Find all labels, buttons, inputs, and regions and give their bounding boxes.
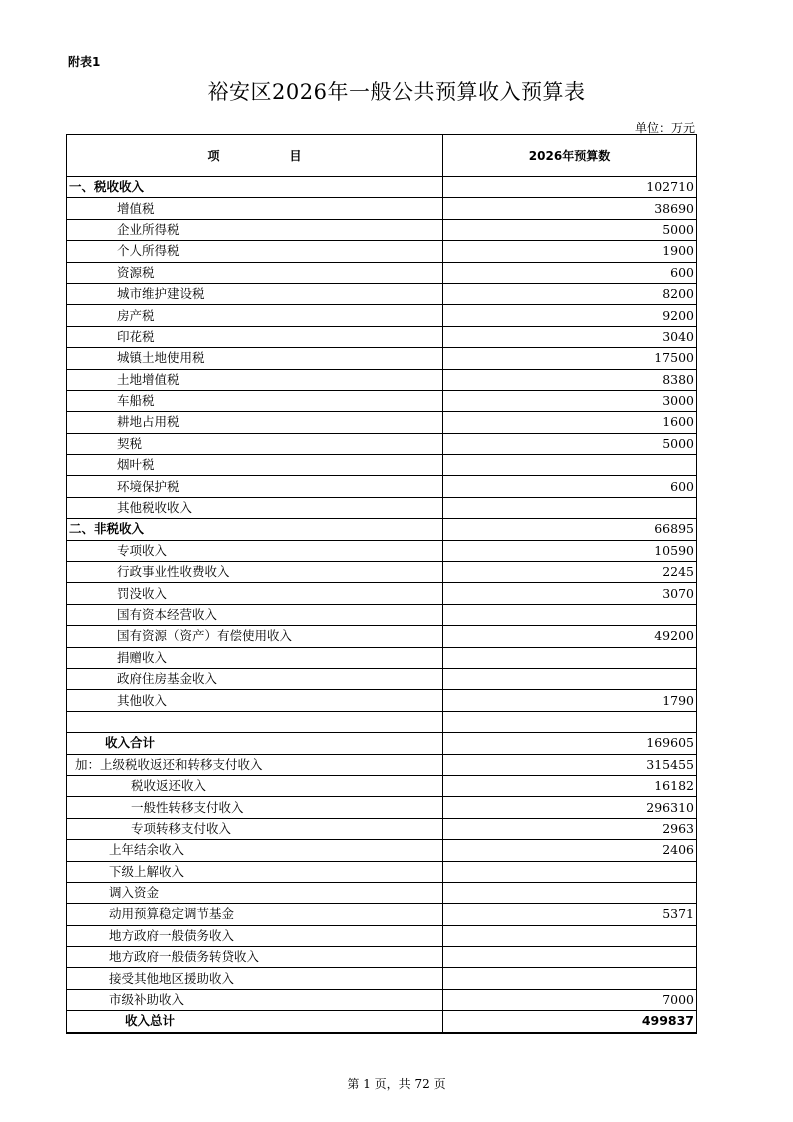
table-row (67, 882, 697, 903)
row-label: 收入总计 (67, 1011, 443, 1033)
row-label: 税收返还收入 (67, 775, 443, 796)
table-row (67, 904, 697, 925)
row-label: 房产税 (67, 305, 443, 326)
row-value: 2406 (443, 840, 697, 861)
row-value: 102710 (443, 177, 697, 198)
row-value: 600 (443, 262, 697, 283)
table-row (67, 177, 697, 198)
table-row (67, 433, 697, 454)
table-row (67, 219, 697, 240)
table-row (67, 326, 697, 347)
row-label: 政府住房基金收入 (67, 668, 443, 689)
table-row (67, 968, 697, 989)
row-value: 5000 (443, 433, 697, 454)
row-value: 2245 (443, 562, 697, 583)
page-title: 裕安区2026年一般公共预算收入预算表 (207, 80, 586, 104)
row-value: 7000 (443, 989, 697, 1010)
row-value: 600 (443, 476, 697, 497)
table-header-row (67, 135, 697, 177)
row-value: 2963 (443, 818, 697, 839)
table-row (67, 348, 697, 369)
row-value: 66895 (443, 519, 697, 540)
row-value (443, 711, 697, 732)
row-value: 1900 (443, 241, 697, 262)
row-label: 动用预算稳定调节基金 (67, 904, 443, 925)
table-row (67, 305, 697, 326)
row-value: 8200 (443, 283, 697, 304)
row-value (443, 947, 697, 968)
row-value: 296310 (443, 797, 697, 818)
row-label: 土地增值税 (67, 369, 443, 390)
row-label: 下级上解收入 (67, 861, 443, 882)
row-value: 169605 (443, 733, 697, 754)
row-label: 一般性转移支付收入 (67, 797, 443, 818)
row-value: 315455 (443, 754, 697, 775)
table-row (67, 540, 697, 561)
row-label: 环境保护税 (67, 476, 443, 497)
row-label: 专项收入 (67, 540, 443, 561)
table-row (67, 412, 697, 433)
row-label: 收入合计 (67, 733, 443, 754)
budget-table (66, 134, 697, 1034)
row-value: 16182 (443, 775, 697, 796)
row-value: 3040 (443, 326, 697, 347)
table-row (67, 711, 697, 732)
table-row (67, 925, 697, 946)
table-row (67, 283, 697, 304)
table-row (67, 262, 697, 283)
table-row (67, 690, 697, 711)
table-row (67, 241, 697, 262)
row-label: 罚没收入 (67, 583, 443, 604)
attachment-label: 附表1 (68, 55, 101, 69)
row-label: 车船税 (67, 390, 443, 411)
row-label: 调入资金 (67, 882, 443, 903)
table-row (67, 604, 697, 625)
row-label: 城镇土地使用税 (67, 348, 443, 369)
table-row (67, 818, 697, 839)
table-row (67, 754, 697, 775)
table-row (67, 840, 697, 861)
row-label: 资源税 (67, 262, 443, 283)
table-row (67, 1011, 697, 1033)
row-label: 加：上级税收返还和转移支付收入 (67, 754, 443, 775)
row-label: 个人所得税 (67, 241, 443, 262)
row-label: 企业所得税 (67, 219, 443, 240)
row-value (443, 497, 697, 518)
table-row (67, 668, 697, 689)
row-value: 499837 (443, 1011, 697, 1033)
row-label: 专项转移支付收入 (67, 818, 443, 839)
table-row (67, 583, 697, 604)
table-row (67, 198, 697, 219)
row-value (443, 647, 697, 668)
table-row (67, 369, 697, 390)
row-value: 8380 (443, 369, 697, 390)
row-value: 1600 (443, 412, 697, 433)
row-label: 其他税收收入 (67, 497, 443, 518)
table-row (67, 775, 697, 796)
row-label: 印花税 (67, 326, 443, 347)
table-row (67, 947, 697, 968)
row-label: 二、非税收入 (67, 519, 443, 540)
table-row (67, 476, 697, 497)
row-value: 9200 (443, 305, 697, 326)
table-row (67, 733, 697, 754)
row-value (443, 668, 697, 689)
table-row (67, 497, 697, 518)
table-row (67, 626, 697, 647)
row-value: 17500 (443, 348, 697, 369)
table-row (67, 519, 697, 540)
row-value: 1790 (443, 690, 697, 711)
row-label: 其他收入 (67, 690, 443, 711)
row-label: 城市维护建设税 (67, 283, 443, 304)
row-label: 地方政府一般债务收入 (67, 925, 443, 946)
table-row (67, 989, 697, 1010)
row-label: 增值税 (67, 198, 443, 219)
row-value: 3070 (443, 583, 697, 604)
row-value: 38690 (443, 198, 697, 219)
row-label: 捐赠收入 (67, 647, 443, 668)
row-value (443, 861, 697, 882)
table-row (67, 797, 697, 818)
row-value: 49200 (443, 626, 697, 647)
table-row (67, 647, 697, 668)
row-label (67, 711, 443, 732)
row-label: 市级补助收入 (67, 989, 443, 1010)
row-label: 契税 (67, 433, 443, 454)
row-label: 国有资源（资产）有偿使用收入 (67, 626, 443, 647)
row-label: 地方政府一般债务转贷收入 (67, 947, 443, 968)
row-value: 3000 (443, 390, 697, 411)
table-row (67, 455, 697, 476)
row-label: 行政事业性收费收入 (67, 562, 443, 583)
row-value (443, 604, 697, 625)
row-label: 耕地占用税 (67, 412, 443, 433)
row-label: 烟叶税 (67, 455, 443, 476)
header-budget: 2026年预算数 (443, 135, 697, 177)
row-value: 5371 (443, 904, 697, 925)
unit-label: 单位：万元 (634, 121, 695, 135)
row-value: 5000 (443, 219, 697, 240)
table-row (67, 390, 697, 411)
row-value: 10590 (443, 540, 697, 561)
page-footer: 第 1 页，共 72 页 (347, 1077, 446, 1091)
row-label: 上年结余收入 (67, 840, 443, 861)
row-value (443, 455, 697, 476)
row-value (443, 968, 697, 989)
table-row (67, 861, 697, 882)
table-row (67, 562, 697, 583)
row-value (443, 925, 697, 946)
header-item: 项 目 (67, 135, 443, 177)
row-label: 一、税收收入 (67, 177, 443, 198)
row-label: 接受其他地区援助收入 (67, 968, 443, 989)
row-label: 国有资本经营收入 (67, 604, 443, 625)
row-value (443, 882, 697, 903)
